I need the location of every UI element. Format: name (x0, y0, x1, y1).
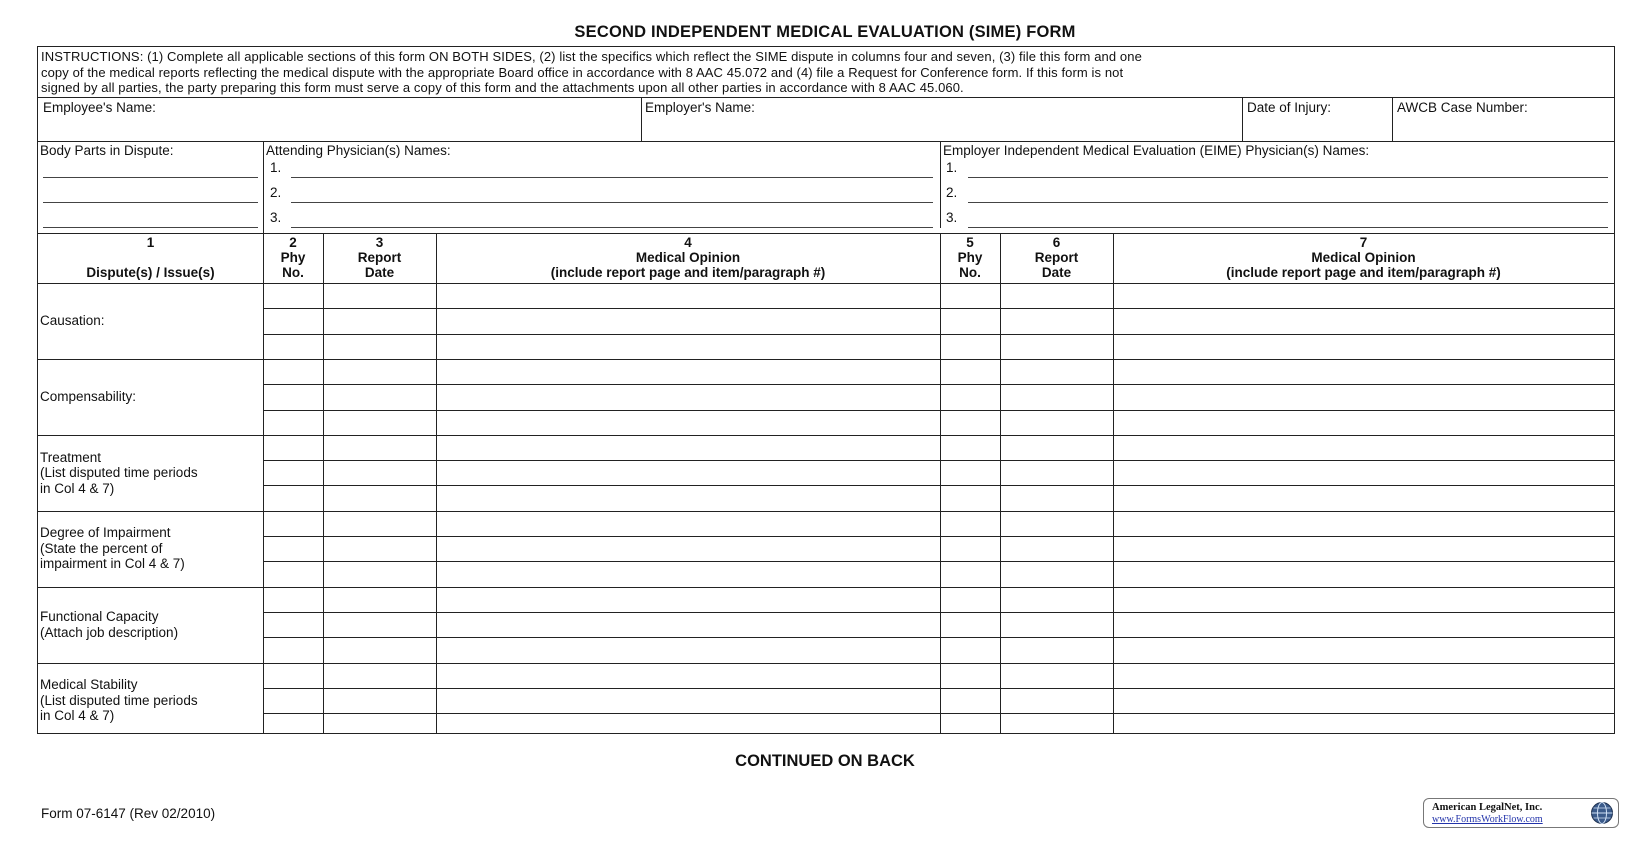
employee-name-field[interactable] (41, 117, 641, 139)
body-parts-label: Body Parts in Dispute: (40, 143, 174, 158)
form-number: Form 07-6147 (Rev 02/2010) (41, 806, 216, 821)
medical-opinion-cell[interactable] (437, 638, 939, 661)
report-date-cell[interactable] (324, 613, 435, 636)
medical-opinion-cell[interactable] (437, 588, 939, 611)
issue-label-line: (List disputed time periods (40, 692, 198, 708)
medical-opinion-cell[interactable] (437, 385, 939, 408)
phy-no-2-cell[interactable] (941, 588, 999, 611)
report-date-cell[interactable] (324, 638, 435, 661)
report-date-2-cell[interactable] (1001, 664, 1112, 687)
medical-opinion-cell[interactable] (437, 562, 939, 585)
report-date-cell[interactable] (324, 360, 435, 383)
publisher-logo[interactable] (1423, 798, 1619, 828)
divider (1392, 97, 1393, 141)
phy-no-cell[interactable] (264, 486, 322, 509)
column-1-label: Dispute(s) / Issue(s) (86, 265, 215, 280)
eime-number-3: 3. (946, 210, 958, 225)
report-date-2-cell[interactable] (1001, 638, 1112, 661)
column-3-label: Report (357, 250, 402, 265)
report-date-cell[interactable] (324, 537, 435, 560)
medical-opinion-2-cell[interactable] (1114, 309, 1613, 332)
issue-label-line: Compensability: (40, 389, 137, 405)
medical-opinion-2-cell[interactable] (1114, 537, 1613, 560)
report-date-2-cell[interactable] (1001, 436, 1112, 459)
column-7-header (1113, 235, 1614, 280)
issue-label (40, 389, 136, 405)
medical-opinion-cell[interactable] (437, 486, 939, 509)
medical-opinion-cell[interactable] (437, 664, 939, 687)
report-date-cell[interactable] (324, 486, 435, 509)
attending-number-2: 2. (270, 185, 282, 200)
medical-opinion-cell[interactable] (437, 309, 939, 332)
medical-opinion-2-cell[interactable] (1114, 486, 1613, 509)
instructions-line-1: INSTRUCTIONS: (1) Complete all applicable sections of this form ON BOTH SIDES, (2) list the specifics which reflect the SIME dispute in columns four and seven, (3) file this form and one (41, 49, 1142, 64)
column-5-header (940, 235, 1000, 280)
phy-no-cell[interactable] (264, 411, 322, 434)
divider (641, 97, 642, 141)
column-4-header (436, 235, 940, 280)
attending-number-3: 3. (270, 210, 282, 225)
report-date-2-cell[interactable] (1001, 335, 1112, 358)
logo-website[interactable]: www.FormsWorkFlow.com (1432, 814, 1543, 825)
phy-no-2-cell[interactable] (941, 461, 999, 484)
phy-no-2-cell[interactable] (941, 284, 999, 307)
column-6-label: Report (1034, 250, 1079, 265)
issue-label (40, 609, 178, 640)
medical-opinion-2-cell[interactable] (1114, 689, 1613, 712)
attending-physician-line-2[interactable] (291, 202, 933, 203)
medical-opinion-2-cell[interactable] (1114, 461, 1613, 484)
column-5-number: 5 (966, 235, 974, 250)
medical-opinion-2-cell[interactable] (1114, 436, 1613, 459)
report-date-2-cell[interactable] (1001, 537, 1112, 560)
instructions-line-2: copy of the medical reports reflecting the medical dispute with the appropriate Board office in accordance with 8 AAC 45.072 and (4) file a Request for Conference form. If this form is not (41, 64, 1124, 80)
column-2-label: No. (282, 265, 304, 280)
medical-opinion-cell[interactable] (437, 284, 939, 307)
medical-opinion-2-cell[interactable] (1114, 714, 1613, 737)
case-number-field[interactable] (1395, 117, 1611, 139)
phy-no-2-cell[interactable] (941, 309, 999, 332)
report-date-2-cell[interactable] (1001, 461, 1112, 484)
column-3-label: Date (364, 265, 395, 280)
issue-label-line: Treatment (40, 449, 102, 465)
instructions (41, 49, 1611, 96)
column-4-number: 4 (684, 235, 692, 250)
medical-opinion-cell[interactable] (437, 411, 939, 434)
date-of-injury-label: Date of Injury: (1247, 100, 1332, 115)
medical-opinion-cell[interactable] (437, 436, 939, 459)
report-date-2-cell[interactable] (1001, 360, 1112, 383)
issue-label-line: Causation: (40, 313, 105, 329)
medical-opinion-2-cell[interactable] (1114, 284, 1613, 307)
attending-physician-line-3[interactable] (291, 227, 933, 228)
divider (38, 233, 1614, 234)
medical-opinion-cell[interactable] (437, 689, 939, 712)
phy-no-cell[interactable] (264, 284, 322, 307)
medical-opinion-2-cell[interactable] (1114, 613, 1613, 636)
divider (38, 141, 1614, 142)
column-6-header (1000, 235, 1113, 280)
report-date-cell[interactable] (324, 309, 435, 332)
instructions-line-3: signed by all parties, the party preparing this form must serve a copy of this form and the attachments upon all other parties in accordance with 8 AAC 45.060. (41, 80, 964, 95)
report-date-2-cell[interactable] (1001, 284, 1112, 307)
body-parts-line-3[interactable] (43, 227, 258, 228)
phy-no-2-cell[interactable] (941, 385, 999, 408)
medical-opinion-2-cell[interactable] (1114, 411, 1613, 434)
issue-label-line: Degree of Impairment (40, 525, 171, 541)
column-3-header (323, 235, 436, 280)
phy-no-cell[interactable] (264, 309, 322, 332)
report-date-cell[interactable] (324, 436, 435, 459)
divider (940, 141, 941, 228)
medical-opinion-cell[interactable] (437, 461, 939, 484)
phy-no-cell[interactable] (264, 664, 322, 687)
report-date-cell[interactable] (324, 689, 435, 712)
medical-opinion-2-cell[interactable] (1114, 335, 1613, 358)
phy-no-cell[interactable] (264, 335, 322, 358)
medical-opinion-cell[interactable] (437, 613, 939, 636)
column-2-header (263, 235, 323, 280)
phy-no-cell[interactable] (264, 537, 322, 560)
medical-opinion-cell[interactable] (437, 335, 939, 358)
report-date-cell[interactable] (324, 588, 435, 611)
phy-no-cell[interactable] (264, 385, 322, 408)
column-1-header (38, 235, 263, 280)
phy-no-cell[interactable] (264, 512, 322, 535)
phy-no-cell[interactable] (264, 562, 322, 585)
medical-opinion-2-cell[interactable] (1114, 664, 1613, 687)
report-date-2-cell[interactable] (1001, 588, 1112, 611)
medical-opinion-cell[interactable] (437, 360, 939, 383)
issue-label-line: (Attach job description) (40, 624, 179, 640)
attending-physicians-label: Attending Physician(s) Names: (266, 143, 451, 158)
form-title: SECOND INDEPENDENT MEDICAL EVALUATION (SIME) FORM (574, 23, 1076, 41)
report-date-2-cell[interactable] (1001, 512, 1112, 535)
column-7-label: (include report page and item/paragraph #) (1226, 265, 1501, 280)
eime-number-1: 1. (946, 160, 958, 175)
report-date-cell[interactable] (324, 512, 435, 535)
globe-icon (1590, 801, 1614, 825)
phy-no-2-cell[interactable] (941, 714, 999, 737)
report-date-2-cell[interactable] (1001, 309, 1112, 332)
medical-opinion-cell[interactable] (437, 537, 939, 560)
report-date-2-cell[interactable] (1001, 385, 1112, 408)
report-date-cell[interactable] (324, 385, 435, 408)
report-date-2-cell[interactable] (1001, 613, 1112, 636)
medical-opinion-cell[interactable] (437, 714, 939, 737)
column-4-label: (include report page and item/paragraph #) (550, 265, 826, 280)
phy-no-2-cell[interactable] (941, 486, 999, 509)
phy-no-2-cell[interactable] (941, 689, 999, 712)
body-parts-line-2[interactable] (43, 202, 258, 203)
employer-name-field[interactable] (644, 117, 1280, 139)
divider (1242, 97, 1243, 141)
phy-no-2-cell[interactable] (941, 664, 999, 687)
employee-name-label: Employee's Name: (43, 100, 156, 115)
report-date-2-cell[interactable] (1001, 714, 1112, 737)
issue-label (40, 450, 198, 497)
phy-no-2-cell[interactable] (941, 613, 999, 636)
report-date-2-cell[interactable] (1001, 411, 1112, 434)
phy-no-cell[interactable] (264, 714, 322, 737)
column-6-label: Date (1041, 265, 1072, 280)
eime-number-2: 2. (946, 185, 958, 200)
issue-label-line: (State the percent of (40, 540, 163, 556)
column-7-label: Medical Opinion (1311, 250, 1416, 265)
medical-opinion-2-cell[interactable] (1114, 638, 1613, 661)
issue-label-line: (List disputed time periods (40, 465, 198, 480)
report-date-cell[interactable] (324, 284, 435, 307)
report-date-cell[interactable] (324, 411, 435, 434)
report-date-cell[interactable] (324, 335, 435, 358)
phy-no-2-cell[interactable] (941, 335, 999, 358)
attending-number-1: 1. (270, 160, 282, 175)
column-3-number: 3 (375, 235, 384, 250)
eime-physician-line-1[interactable] (968, 177, 1608, 178)
issue-label-line: Medical Stability (40, 677, 138, 693)
report-date-2-cell[interactable] (1001, 486, 1112, 509)
phy-no-2-cell[interactable] (941, 638, 999, 661)
eime-physicians-label: Employer Independent Medical Evaluation (EIME) Physician(s) Names: (943, 143, 1370, 158)
report-date-cell[interactable] (324, 562, 435, 585)
phy-no-cell[interactable] (264, 588, 322, 611)
phy-no-cell[interactable] (264, 436, 322, 459)
report-date-2-cell[interactable] (1001, 562, 1112, 585)
column-5-label: Phy (957, 250, 983, 265)
phy-no-cell[interactable] (264, 638, 322, 661)
phy-no-2-cell[interactable] (941, 360, 999, 383)
column-4-label: Medical Opinion (635, 250, 741, 265)
phy-no-cell[interactable] (264, 461, 322, 484)
phy-no-2-cell[interactable] (941, 512, 999, 535)
medical-opinion-cell[interactable] (437, 512, 939, 535)
report-date-2-cell[interactable] (1001, 689, 1112, 712)
report-date-cell[interactable] (324, 714, 435, 737)
column-5-label: No. (959, 265, 981, 280)
issue-label (40, 677, 198, 724)
attending-physician-line-1[interactable] (291, 177, 933, 178)
phy-no-2-cell[interactable] (941, 562, 999, 585)
phy-no-cell[interactable] (264, 689, 322, 712)
body-parts-line-1[interactable] (43, 177, 258, 178)
issue-label (40, 525, 185, 572)
date-of-injury-field[interactable] (1245, 117, 1385, 139)
continued-note: CONTINUED ON BACK (735, 752, 915, 770)
eime-physician-line-2[interactable] (968, 202, 1608, 203)
phy-no-2-cell[interactable] (941, 537, 999, 560)
report-date-cell[interactable] (324, 664, 435, 687)
phy-no-cell[interactable] (264, 360, 322, 383)
form-table (37, 46, 1615, 734)
medical-opinion-2-cell[interactable] (1114, 385, 1613, 408)
issue-label-line: in Col 4 & 7) (40, 480, 115, 496)
column-1-number: 1 (146, 235, 155, 250)
phy-no-2-cell[interactable] (941, 411, 999, 434)
issue-label (40, 313, 105, 329)
medical-opinion-2-cell[interactable] (1114, 360, 1613, 383)
column-7-number: 7 (1359, 235, 1368, 250)
issue-label-line: in Col 4 & 7) (40, 708, 115, 724)
column-6-number: 6 (1052, 235, 1061, 250)
divider (38, 97, 1614, 98)
employer-name-label: Employer's Name: (645, 100, 755, 115)
column-2-number: 2 (289, 235, 297, 250)
issue-label-line: impairment in Col 4 & 7) (40, 556, 185, 572)
case-number-label: AWCB Case Number: (1397, 100, 1528, 115)
eime-physician-line-3[interactable] (968, 227, 1608, 228)
phy-no-2-cell[interactable] (941, 436, 999, 459)
logo-company: American LegalNet, Inc. (1432, 802, 1543, 813)
medical-opinion-2-cell[interactable] (1114, 562, 1613, 585)
report-date-cell[interactable] (324, 461, 435, 484)
issue-label-line: Functional Capacity (40, 609, 159, 625)
medical-opinion-2-cell[interactable] (1114, 512, 1613, 535)
column-2-label: Phy (280, 250, 306, 265)
medical-opinion-2-cell[interactable] (1114, 588, 1613, 611)
phy-no-cell[interactable] (264, 613, 322, 636)
